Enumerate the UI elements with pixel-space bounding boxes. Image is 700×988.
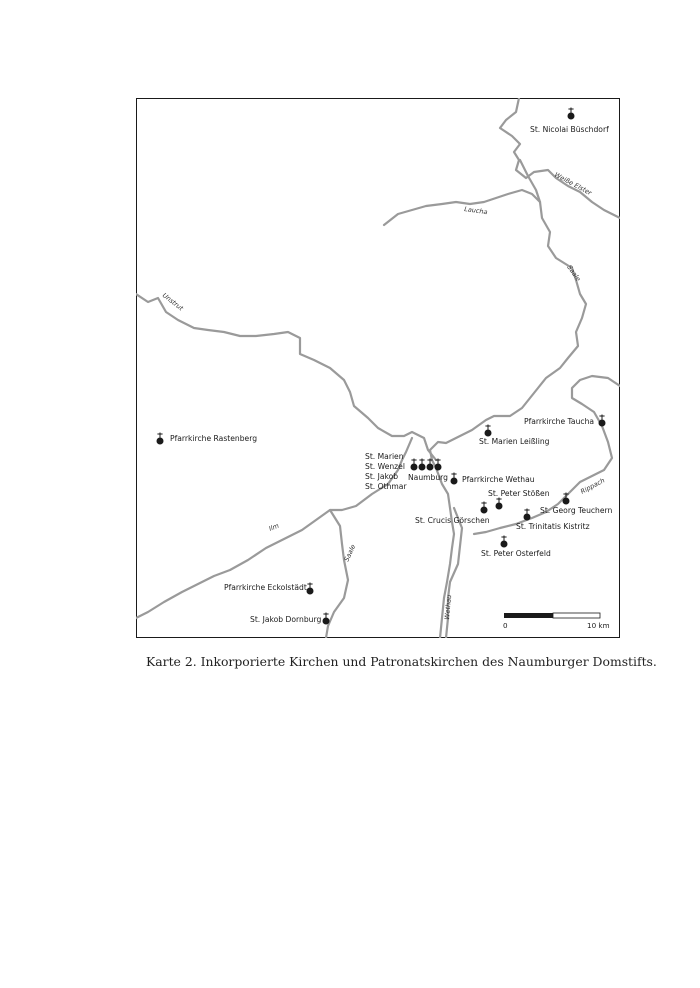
church-label-stossen: St. Peter Stößen	[488, 489, 550, 498]
church-label-naumburg-3: St. Jakob	[365, 472, 399, 481]
scale-bar-filled	[504, 613, 553, 618]
church-label-wethau: Pfarrkirche Wethau	[462, 475, 535, 484]
river-label-ilm: Ilm	[267, 521, 281, 533]
river-laucha	[384, 190, 540, 225]
church-marker-gorschen	[481, 502, 488, 514]
church-label-naumburg: Naumburg	[408, 473, 448, 482]
church-marker-naumburg-4	[435, 459, 442, 471]
river-label-laucha: Laucha	[463, 205, 489, 217]
church-marker-osterfeld	[501, 536, 508, 548]
church-label-dornburg: St. Jakob Dornburg	[250, 615, 322, 624]
church-marker-stossen	[496, 498, 503, 510]
church-label-gorschen: St. Crucis Görschen	[415, 516, 490, 525]
church-marker-dornburg	[323, 613, 330, 625]
church-label-rastenberg: Pfarrkirche Rastenberg	[170, 434, 258, 443]
church-label-teuchern: St. Georg Teuchern	[540, 506, 613, 515]
church-label-taucha: Pfarrkirche Taucha	[524, 417, 595, 426]
church-marker-rastenberg	[157, 433, 164, 445]
river-saale-south	[326, 510, 348, 638]
river-saale-main	[430, 160, 586, 638]
river-label-saale-south: Saale	[342, 543, 358, 563]
church-marker-buschdorf	[568, 108, 575, 120]
church-marker-kistritz	[524, 509, 531, 521]
scale-bar	[503, 613, 610, 630]
church-label-naumburg-4: St. Othmar	[365, 482, 407, 491]
river-weisse-elster	[500, 98, 620, 218]
church-label-naumburg-1: St. Marien	[365, 452, 404, 461]
river-label-saale: Saale	[565, 263, 583, 283]
church-label-leissling: St. Marien Leißling	[479, 437, 550, 446]
church-label-naumburg-2: St. Wenzel	[365, 462, 405, 471]
church-label-eckolstadt: Pfarrkirche Eckolstädt	[224, 583, 307, 592]
church-label-kistritz: St. Trinitatis Kistritz	[516, 522, 590, 531]
map	[136, 98, 620, 638]
church-marker-eckolstadt	[307, 583, 314, 595]
church-marker-naumburg-3	[427, 459, 434, 471]
church-label-osterfeld: St. Peter Osterfeld	[481, 549, 551, 558]
scale-label-max: 10 km	[587, 621, 610, 630]
scale-bar-empty	[553, 613, 600, 618]
river-label-weisse-elster: Weiße Elster	[553, 170, 593, 197]
church-marker-naumburg-1	[411, 459, 418, 471]
church-marker-naumburg-2	[419, 459, 426, 471]
map-caption: Karte 2. Inkorporierte Kirchen und Patronatskirchen des Naumburger Domstifts.	[146, 654, 657, 669]
river-label-wethau: Wethau	[443, 594, 454, 621]
church-label-buschdorf: St. Nicolai Büschdorf	[530, 125, 609, 134]
scale-label-min: 0	[503, 621, 508, 630]
church-marker-wethau	[451, 473, 458, 485]
river-label-rippach: Rippach	[579, 476, 607, 496]
church-marker-leissling	[485, 425, 492, 437]
river-label-unstrut: Unstrut	[160, 291, 185, 313]
